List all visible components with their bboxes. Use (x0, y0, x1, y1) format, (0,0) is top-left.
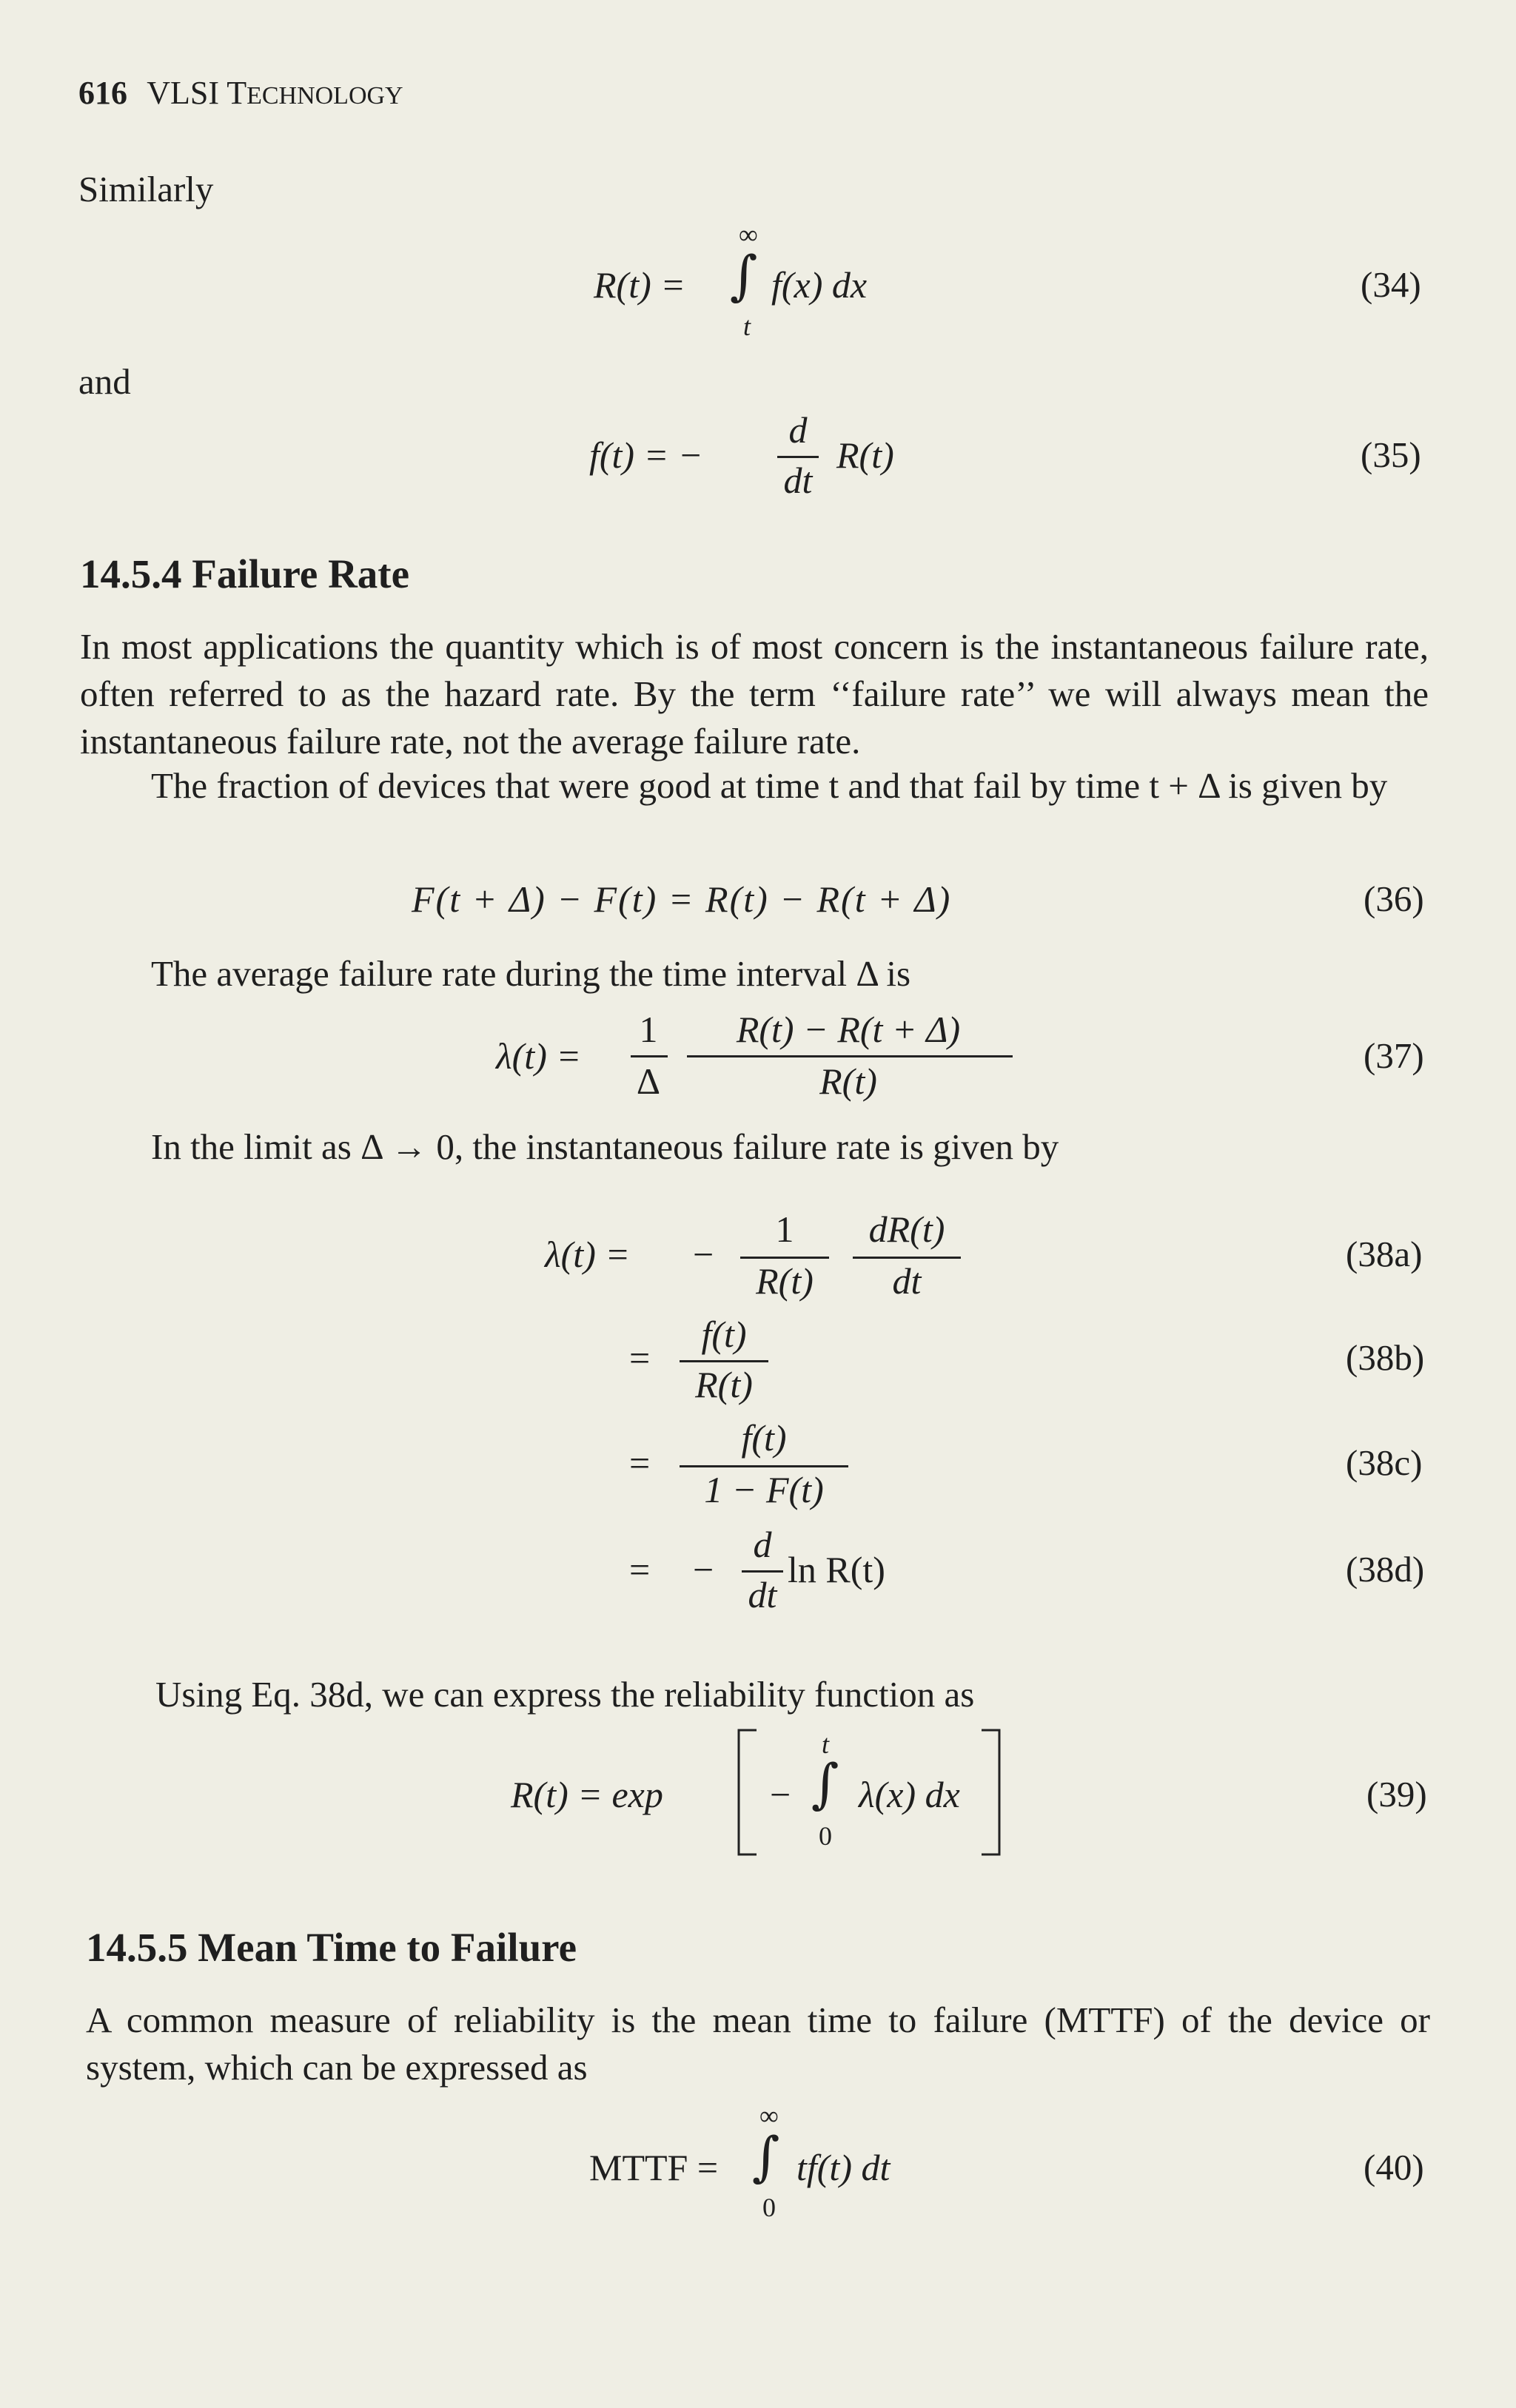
paragraph-mttf: A common measure of reliability is the mean time to failure (MTTF) of the device or system, which can be expressed as (86, 2000, 1430, 2088)
eq38b-fraction-bar (680, 1360, 768, 1362)
eq38a-numerator-2: dR(t) (868, 1208, 945, 1250)
eq39-upper-limit: t (822, 1729, 830, 1759)
eq37-lhs: λ(t) = (496, 1035, 582, 1077)
eq39-lower-limit: 0 (819, 1821, 832, 1851)
eq38a-numerator-1: 1 (775, 1208, 794, 1250)
eq38c-number: (38c) (1346, 1442, 1423, 1483)
eq39-right-bracket (974, 1727, 1004, 1857)
eq37-denominator-1: Δ (636, 1060, 661, 1102)
eq40-number: (40) (1364, 2147, 1424, 2187)
running-title-part1: VLSI T (147, 75, 247, 111)
eq38d-number: (38d) (1346, 1549, 1425, 1590)
eq35-rhs: R(t) (836, 434, 894, 476)
eq36-content: F(t + Δ) − F(t) = R(t) − R(t + Δ) (412, 878, 952, 920)
eq39-number: (39) (1366, 1774, 1427, 1815)
paragraph-average-failure: The average failure rate during the time interval Δ is (151, 953, 911, 994)
eq38d-rhs: ln R(t) (788, 1549, 885, 1590)
eq39-lhs: R(t) = exp (511, 1774, 663, 1815)
eq40-upper-limit: ∞ (759, 2101, 779, 2130)
eq35-lhs: f(t) = − (589, 434, 703, 476)
eq40-integral-sign: ∫ (752, 2125, 780, 2187)
eq38a-denominator-2: dt (892, 1260, 922, 1302)
eq39-minus: − (770, 1774, 791, 1815)
eq38d-fraction-bar (742, 1570, 783, 1573)
eq38d-denominator: dt (748, 1574, 777, 1615)
eq38d-equals: = (629, 1549, 651, 1590)
eq34-number: (34) (1361, 264, 1421, 305)
paragraph-limit: In the limit as Δ → 0, the instantaneous failure rate is given by (151, 1126, 1059, 1167)
eq40-lower-limit: 0 (762, 2193, 776, 2222)
eq40-integrand: tf(t) dt (796, 2147, 891, 2188)
eq39-integral-sign: ∫ (811, 1752, 839, 1815)
eq38b-number: (38b) (1346, 1337, 1425, 1378)
running-header (78, 74, 403, 112)
section-heading-failure-rate: 14.5.4 Failure Rate (80, 551, 410, 596)
running-title-part2: ECHNOLOGY (246, 82, 403, 110)
eq38c-fraction-bar (680, 1465, 848, 1467)
eq36-number: (36) (1364, 878, 1424, 919)
eq38a-lhs: λ(t) = (545, 1234, 631, 1275)
paragraph-fraction-devices: The fraction of devices that were good at time t and that fail by time t + Δ is given by (151, 765, 1388, 806)
eq38b-denominator: R(t) (695, 1364, 753, 1405)
eq35-number: (35) (1361, 434, 1421, 475)
eq37-numerator-1: 1 (639, 1009, 658, 1050)
eq38c-equals: = (629, 1442, 651, 1484)
eq37-denominator-2: R(t) (819, 1060, 877, 1102)
eq37-fraction-bar-2 (687, 1055, 1013, 1057)
section-heading-mttf: 14.5.5 Mean Time to Failure (86, 1925, 577, 1970)
text-and: and (78, 361, 131, 402)
eq38a-fraction-bar-1 (740, 1257, 829, 1259)
eq38d-minus: − (693, 1549, 714, 1590)
eq34-integrand: f(x) dx (771, 264, 868, 306)
eq38a-fraction-bar-2 (853, 1257, 961, 1259)
page-number: 616 (78, 75, 127, 111)
eq38a-minus: − (693, 1234, 714, 1275)
eq37-numerator-2: R(t) − R(t + Δ) (736, 1009, 961, 1050)
eq39-integrand: λ(x) dx (859, 1774, 960, 1815)
eq35-denominator: dt (783, 460, 813, 501)
eq34-lhs: R(t) = (594, 264, 685, 306)
eq38b-numerator: f(t) (701, 1314, 747, 1355)
eq34-upper-limit: ∞ (739, 220, 758, 249)
eq38c-denominator: 1 − F(t) (704, 1469, 824, 1510)
eq39-left-bracket (734, 1727, 764, 1857)
eq35-numerator: d (788, 409, 808, 451)
eq37-fraction-bar-1 (631, 1055, 668, 1057)
eq38b-equals: = (629, 1337, 651, 1379)
eq38a-denominator-1: R(t) (756, 1260, 814, 1302)
eq40-lhs: MTTF = (589, 2147, 719, 2188)
eq38d-numerator: d (753, 1524, 772, 1565)
paragraph-hazard-rate: In most applications the quantity which is of most concern is the instantaneous failure rate, often referred to as the hazard rate. By the term ‘‘failure rate’’ we will always mean the instantaneous failure rate, not the average failure rate. (80, 626, 1429, 761)
eq34-lower-limit: t (743, 312, 751, 341)
text-similarly: Similarly (78, 169, 214, 209)
eq37-number: (37) (1364, 1035, 1424, 1076)
paragraph-using-eq38d: Using Eq. 38d, we can express the reliability function as (155, 1674, 975, 1715)
eq38a-number: (38a) (1346, 1234, 1423, 1274)
eq38c-numerator: f(t) (741, 1417, 787, 1459)
eq34-integral-sign: ∫ (730, 244, 758, 306)
eq35-fraction-bar (777, 456, 819, 458)
